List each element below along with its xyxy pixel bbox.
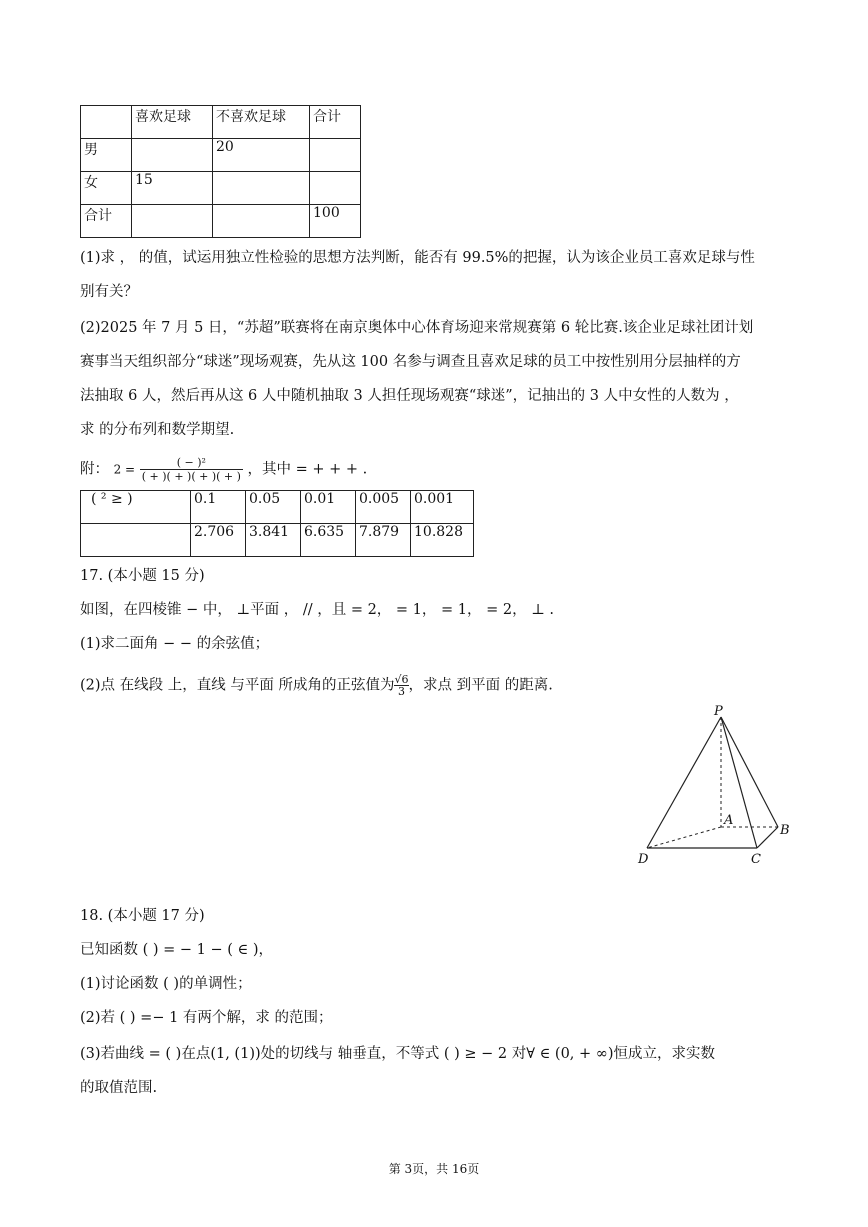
- table-cell: [132, 139, 213, 172]
- q16-part2-line4: 求 的分布列和数学期望.: [80, 422, 235, 438]
- chi-square-fraction: [140, 456, 243, 483]
- q18-part2: (2)若 ( ) =− 1 有两个解，求 的范围；: [80, 1010, 333, 1026]
- table-cell: ( ² ≥ ): [81, 491, 191, 524]
- table-cell: 0.05: [246, 491, 301, 524]
- table-cell: [213, 205, 310, 238]
- table-row: [81, 524, 474, 557]
- q17-title: 17. (本小题 15 分): [80, 568, 205, 584]
- q17-stem: 如图，在四棱锥 − 中， ⊥平面 ， // ，且 = 2， = 1， = 1， = 2， ⊥ .: [80, 602, 555, 618]
- label-D: D: [638, 852, 649, 867]
- fraction-denominator: 3: [397, 685, 405, 698]
- table-cell: 喜欢足球: [132, 106, 213, 139]
- table-cell: [81, 106, 132, 139]
- table-cell: 不喜欢足球: [213, 106, 310, 139]
- contingency-table: [80, 105, 361, 238]
- table-cell: [81, 524, 191, 557]
- q17-part2-a: (2)点 在线段 上，直线 与平面 所成角的正弦值为: [80, 677, 395, 694]
- table-cell: 合计: [81, 205, 132, 238]
- q16-part2-line2: 赛事当天组织部分“球迷”现场观赛，先从这 100 名参与调查且喜欢足球的员工中按性别用分层抽样的方: [80, 354, 741, 370]
- q17-part1: (1)求二面角 − − 的余弦值；: [80, 636, 270, 652]
- appendix-formula: [80, 456, 367, 483]
- q16-part2-line3: 法抽取 6 人，然后再从这 6 人中随机抽取 3 人担任现场观赛“球迷”，记抽出的 3 人中女性的人数为 ，: [80, 388, 739, 404]
- table-cell: 6.635: [301, 524, 356, 557]
- table-cell: 3.841: [246, 524, 301, 557]
- label-B: B: [780, 823, 790, 838]
- table-cell: [132, 205, 213, 238]
- table-row: [81, 205, 361, 238]
- table-cell: 10.828: [411, 524, 474, 557]
- table-row: [81, 491, 474, 524]
- fraction-numerator: √6: [394, 673, 409, 686]
- q18-part3-line1: (3)若曲线 = ( )在点(1, (1))处的切线与 轴垂直，不等式 ( ) ≥ − 2 对∀ ∈ (0, + ∞)恒成立，求实数: [80, 1046, 716, 1062]
- pyramid-figure: [630, 700, 800, 870]
- table-cell: 0.005: [356, 491, 411, 524]
- table-row: [81, 172, 361, 205]
- table-cell: 2.706: [191, 524, 246, 557]
- label-P: P: [714, 704, 723, 719]
- table-cell: 7.879: [356, 524, 411, 557]
- appendix-label: 附：: [80, 461, 109, 478]
- appendix-tail: ，其中 = + + + .: [247, 461, 368, 478]
- q18-title: 18. (本小题 17 分): [80, 908, 205, 924]
- table-cell: 男: [81, 139, 132, 172]
- q18-part3-line2: 的取值范围.: [80, 1080, 158, 1096]
- q18-part1: (1)讨论函数 ( )的单调性；: [80, 976, 252, 992]
- edge-CB: [757, 827, 778, 848]
- appendix-sq: 2 =: [113, 462, 136, 477]
- fraction-numerator: ( − )²: [140, 456, 243, 470]
- table-cell: 15: [132, 172, 213, 205]
- table-row: [81, 139, 361, 172]
- table-cell: 0.01: [301, 491, 356, 524]
- fraction-denominator: ( + )( + )( + )( + ): [141, 470, 241, 483]
- table-cell: 0.001: [411, 491, 474, 524]
- table-cell: [310, 172, 361, 205]
- table-cell: 20: [213, 139, 310, 172]
- q16-part2-line1: (2)2025 年 7 月 5 日，“苏超”联赛将在南京奥体中心体育场迎来常规赛第 6 轮比赛.该企业足球社团计划: [80, 320, 754, 336]
- table-cell: [310, 139, 361, 172]
- q17-part2-b: ，求点 到平面 的距离.: [408, 677, 553, 694]
- critical-value-table: [80, 490, 474, 557]
- q16-part1-line1: (1)求 ， 的值，试运用独立性检验的思想方法判断，能否有 99.5%的把握，认为该企业员工喜欢足球与性: [80, 250, 755, 266]
- edge-AD-hidden: [647, 827, 721, 848]
- label-A: A: [724, 813, 734, 828]
- edge-PD: [647, 717, 721, 848]
- table-cell: 女: [81, 172, 132, 205]
- q17-part2: [80, 674, 553, 697]
- table-header-row: [81, 106, 361, 139]
- table-cell: 合计: [310, 106, 361, 139]
- table-cell: [213, 172, 310, 205]
- table-cell: 0.1: [191, 491, 246, 524]
- sqrt6-over-3-fraction: [394, 674, 408, 697]
- edge-PB: [721, 717, 778, 827]
- page-footer: 第 3页，共 16页: [388, 1162, 480, 1176]
- q18-stem: 已知函数 ( ) = − 1 − ( ∈ )，: [80, 942, 274, 958]
- edge-PC: [721, 717, 757, 848]
- table-cell: 100: [310, 205, 361, 238]
- q16-part1-line2: 别有关？: [80, 284, 138, 300]
- label-C: C: [751, 852, 761, 867]
